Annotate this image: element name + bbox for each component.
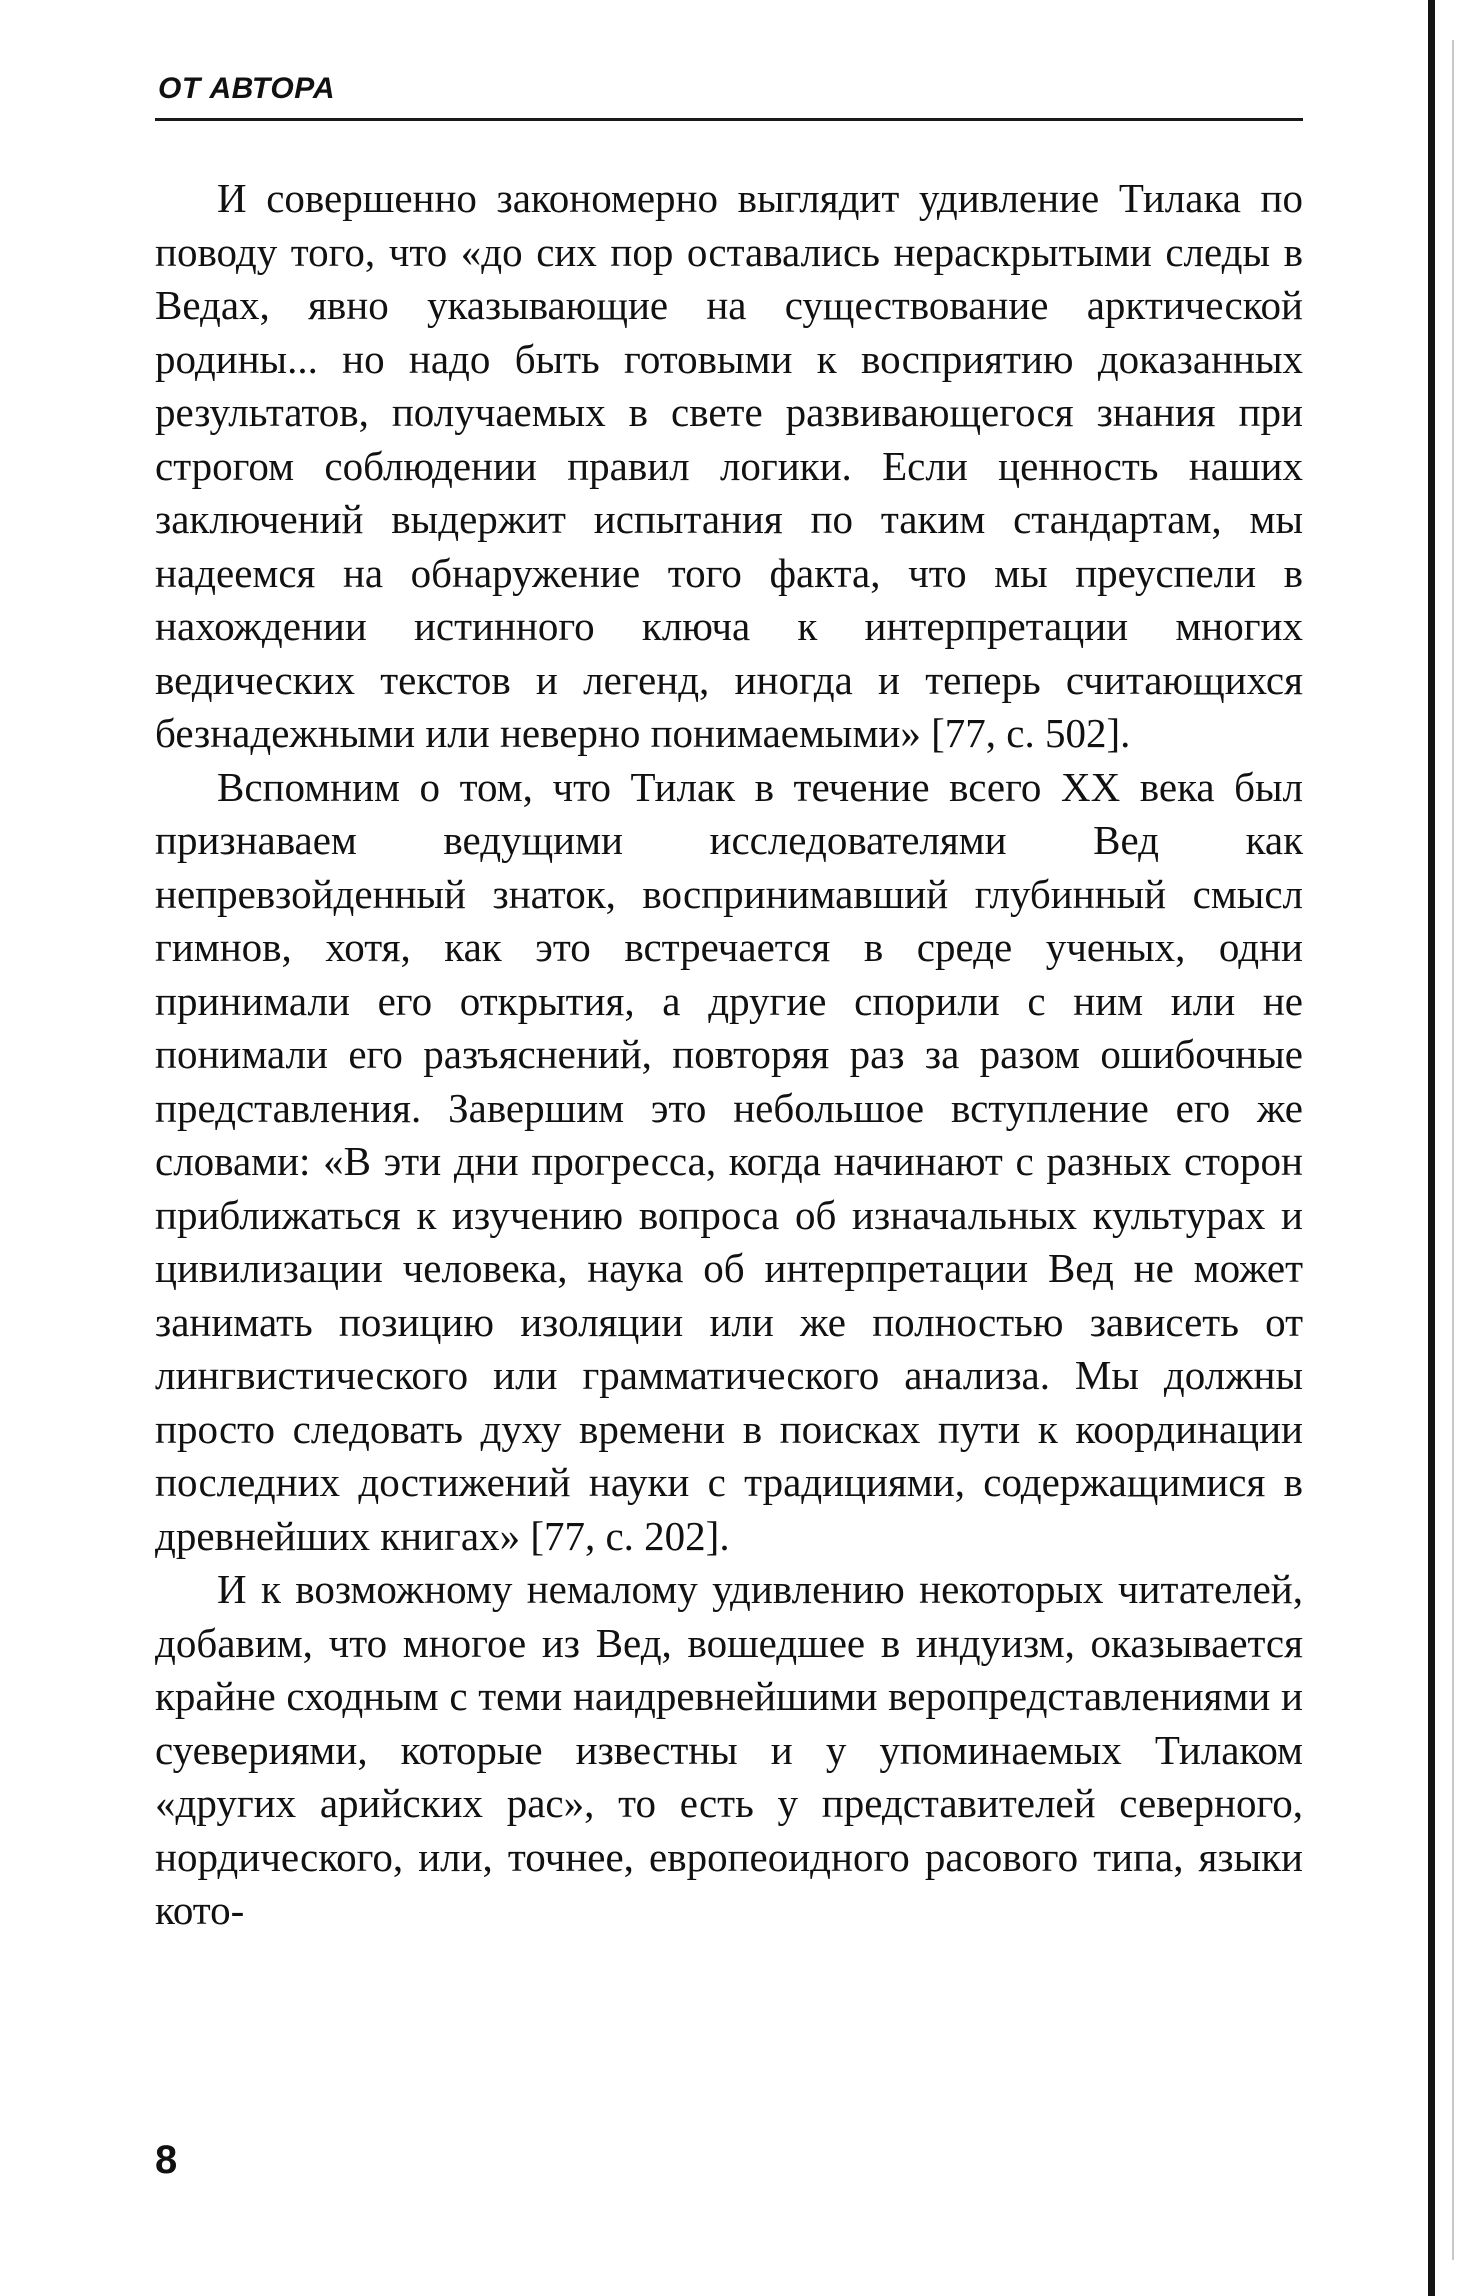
page-edge-shadow bbox=[1428, 0, 1435, 2296]
header-rule bbox=[155, 118, 1303, 121]
paragraph-3: И к возможному немалому удивлению некоторых читателей, добавим, что многое из Вед, вошедшее в индуизм, оказывается крайне сходным с теми наидревнейшими веропредставлениями и суевериями, которые известны и у упоминаемых Тилаком «других арийских рас», то есть у представителей северного, нордического, или, точнее, европеоидного расового типа, языки кото- bbox=[155, 1566, 1303, 1933]
paragraph-2: Вспомним о том, что Тилак в течение всего XX века был признаваем ведущими исследователями Вед как непревзойденный знаток, воспринимавший глубинный смысл гимнов, хотя, как это встречается в среде ученых, одни принимали его открытия, а другие спорили с ним или не понимали его разъяснений, повторяя раз за разом ошибочные представления. Завершим это небольшое вступление его же словами: «В эти дни прогресса, когда начинают с разных сторон приближаться к изучению вопроса об изначальных культурах и цивилизации человека, наука об интерпретации Вед не может занимать позицию изоляции или же полностью зависеть от лингвистического или грамматического анализа. Мы должны просто следовать духу времени в поисках пути к координации последних достижений науки с традициями, содержащимися в древнейших книгах» [77, с. 202]. bbox=[155, 763, 1303, 1559]
paragraph-1: И совершенно закономерно выглядит удивление Тилака по поводу того, что «до сих пор оставались нераскрытыми следы в Ведах, явно указывающие на существование арктической родины... но надо быть готовыми к восприятию доказанных результатов, получаемых в свете развивающегося знания при строгом соблюдении правил логики. Если ценность наших заключений выдержит испытания по таким стандартам, мы надеемся на обнаружение того факта, что мы преуспели в нахождении истинного ключа к интерпретации многих ведических текстов и легенд, иногда и теперь считающихся безнадежными или неверно понимаемыми» [77, с. 502]. bbox=[155, 175, 1303, 756]
body-text bbox=[155, 172, 1303, 1938]
page-edge-line bbox=[1452, 40, 1454, 2260]
page-number: 8 bbox=[155, 2138, 178, 2182]
running-head: ОТ АВТОРА bbox=[158, 72, 335, 105]
